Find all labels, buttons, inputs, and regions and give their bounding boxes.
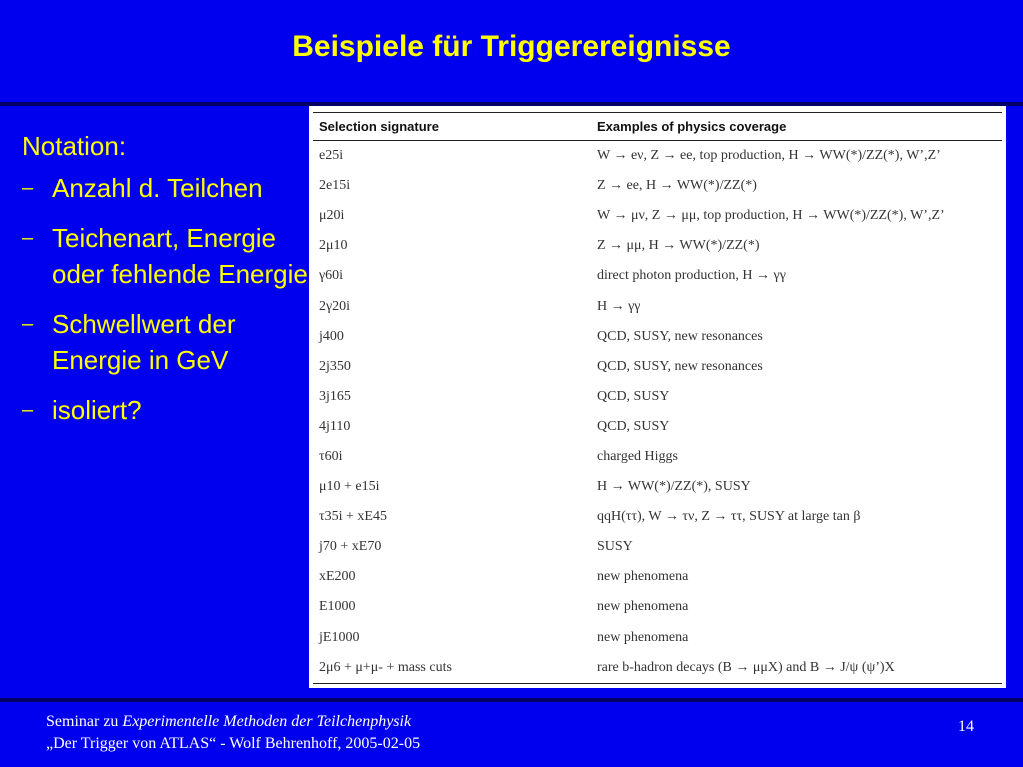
footer-line-2: „Der Trigger von ATLAS“ - Wolf Behrenhoff, 2005-02-05 xyxy=(46,735,421,752)
footer-citation xyxy=(46,711,420,755)
physics-coverage-cell: new phenomena xyxy=(597,599,689,615)
selection-signature-cell: μ10 + e15i xyxy=(319,479,380,495)
bottom-divider xyxy=(0,698,1023,702)
physics-coverage-cell: W → μν, Z → μμ, top production, H → WW(*)/ZZ(*), W’,Z’ xyxy=(597,208,945,224)
notation-item xyxy=(22,392,312,428)
table-row xyxy=(313,472,1002,502)
table-row xyxy=(313,502,1002,532)
selection-signature-cell: μ20i xyxy=(319,208,345,224)
selection-signature-cell: τ35i + xE45 xyxy=(319,509,387,525)
footer-line-1 xyxy=(46,711,420,733)
dash-bullet: – xyxy=(22,177,34,199)
physics-coverage-cell: QCD, SUSY, new resonances xyxy=(597,358,763,374)
notation-item-text: Teichenart, Energie oder fehlende Energie xyxy=(52,223,308,289)
selection-signature-cell: γ60i xyxy=(319,268,344,284)
physics-coverage-cell: rare b-hadron decays (B → μμX) and B → J/ψ (ψ’)X xyxy=(591,653,1002,684)
selection-signature-cell: 2e15i xyxy=(319,178,351,194)
footer-course-title: Experimentelle Methoden der Teilchenphysik xyxy=(122,713,412,730)
table-row xyxy=(313,141,1002,172)
physics-coverage-cell: QCD, SUSY xyxy=(597,388,670,404)
selection-signature-cell: τ60i xyxy=(319,448,343,464)
table-row xyxy=(313,352,1002,382)
physics-coverage-cell: H → γγ xyxy=(597,298,641,314)
notation-list xyxy=(22,170,312,428)
selection-signature-cell: 4j110 xyxy=(319,418,351,434)
physics-coverage-cell: H → WW(*)/ZZ(*), SUSY xyxy=(597,479,751,495)
physics-coverage-cell: charged Higgs xyxy=(597,448,678,464)
table-row xyxy=(313,171,1002,201)
physics-coverage-cell: new phenomena xyxy=(597,629,689,645)
table-row xyxy=(313,382,1002,412)
table-row xyxy=(313,231,1002,261)
table-row xyxy=(313,532,1002,562)
selection-signature-cell: j400 xyxy=(319,328,344,344)
selection-signature-cell: 3j165 xyxy=(319,388,351,404)
notation-item xyxy=(22,220,312,292)
selection-signature-cell: e25i xyxy=(319,148,344,164)
notation-heading: Notation: xyxy=(22,131,127,161)
footer-prefix: Seminar zu xyxy=(46,713,123,730)
page-number: 14 xyxy=(958,718,974,735)
column-header-physics-coverage: Examples of physics coverage xyxy=(591,113,1002,141)
table-row xyxy=(313,261,1002,291)
notation-item-text: Anzahl d. Teilchen xyxy=(52,173,263,203)
selection-signature-cell: 2γ20i xyxy=(319,298,351,314)
notation-item-text: Schwellwert der Energie in GeV xyxy=(52,309,236,375)
dash-bullet: – xyxy=(22,313,34,335)
selection-signature-cell: E1000 xyxy=(319,599,356,615)
table-row xyxy=(313,322,1002,352)
physics-coverage-cell: direct photon production, H → γγ xyxy=(597,268,786,284)
selection-signature-cell: 2j350 xyxy=(319,358,351,374)
table-row xyxy=(313,592,1002,622)
table-row xyxy=(313,653,1002,684)
table-body xyxy=(313,141,1002,684)
notation-item xyxy=(22,170,312,206)
table-row xyxy=(313,562,1002,592)
notation-item xyxy=(22,306,312,378)
physics-coverage-cell: qqH(ττ), W → τν, Z → ττ, SUSY at large tan β xyxy=(597,509,861,525)
dash-bullet: – xyxy=(22,399,34,421)
table-row xyxy=(313,201,1002,231)
physics-coverage-cell: new phenomena xyxy=(597,569,689,585)
column-header-selection-signature: Selection signature xyxy=(313,113,591,141)
slide-title: Beispiele für Triggerereignisse xyxy=(292,30,731,63)
physics-coverage-cell: QCD, SUSY xyxy=(597,418,670,434)
selection-signature-cell: 2μ10 xyxy=(319,238,348,254)
physics-coverage-cell: Z → ee, H → WW(*)/ZZ(*) xyxy=(597,178,757,194)
table-row xyxy=(313,623,1002,653)
trigger-table-panel xyxy=(309,106,1006,688)
selection-signature-cell: jE1000 xyxy=(319,629,360,645)
table-row xyxy=(313,412,1002,442)
table-header-row xyxy=(313,113,1002,141)
physics-coverage-cell: QCD, SUSY, new resonances xyxy=(597,328,763,344)
physics-coverage-cell: Z → μμ, H → WW(*)/ZZ(*) xyxy=(597,238,760,254)
notation-panel xyxy=(22,128,312,442)
table-row xyxy=(313,291,1002,321)
physics-coverage-cell: W → eν, Z → ee, top production, H → WW(*)/ZZ(*), W’,Z’ xyxy=(597,148,941,164)
selection-signature-cell: 2μ6 + μ+μ- + mass cuts xyxy=(313,653,591,684)
dash-bullet: – xyxy=(22,227,34,249)
selection-signature-cell: j70 + xE70 xyxy=(319,539,382,555)
physics-coverage-cell: SUSY xyxy=(597,539,633,555)
selection-signature-cell: xE200 xyxy=(319,569,356,585)
trigger-table xyxy=(313,112,1002,684)
table-row xyxy=(313,442,1002,472)
notation-item-text: isoliert? xyxy=(52,395,142,425)
